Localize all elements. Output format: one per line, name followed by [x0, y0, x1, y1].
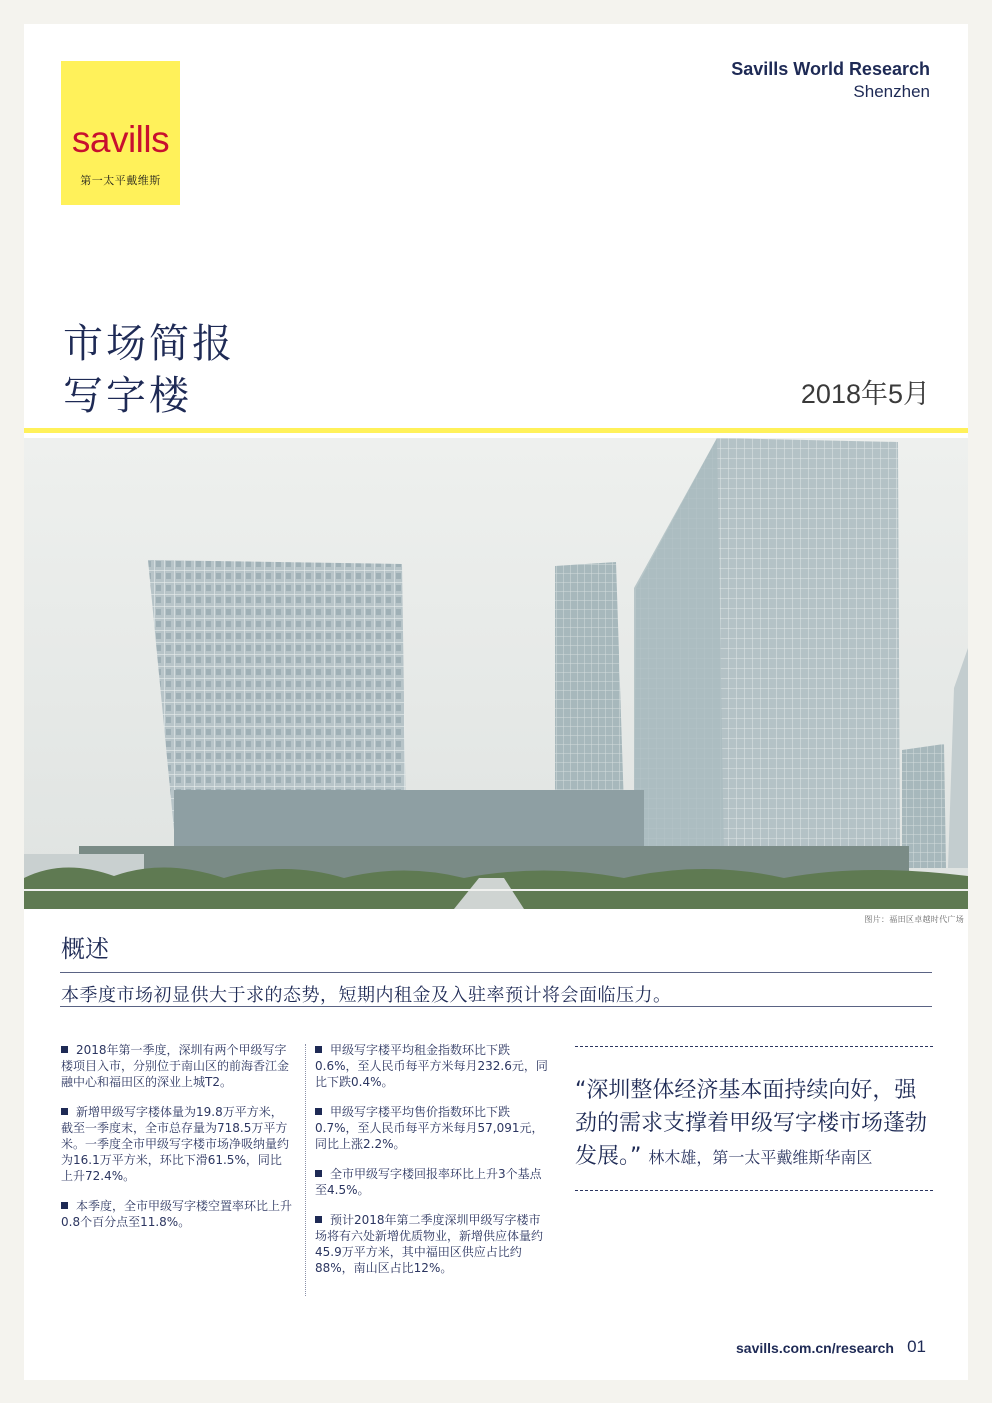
- overview-heading: 概述: [61, 935, 109, 963]
- bullet-column-1: [61, 1042, 293, 1244]
- quote-top-rule: [575, 1046, 933, 1047]
- quote-text: “深圳整体经济基本面持续向好，强劲的需求支撑着甲级写字楼市场蓬勃发展。”: [575, 1078, 928, 1169]
- brand-city: Shenzhen: [853, 82, 930, 101]
- bullet-square-icon: [315, 1170, 322, 1177]
- overview-top-rule: [60, 972, 932, 973]
- bullet-square-icon: [315, 1216, 322, 1223]
- report-page: [24, 24, 968, 1380]
- bullet-square-icon: [315, 1046, 322, 1053]
- bullet-square-icon: [315, 1108, 322, 1115]
- logo-wordmark: savills: [71, 119, 170, 160]
- hero-photo: [24, 438, 968, 909]
- savills-logo: [61, 61, 180, 205]
- overview-summary: 本季度市场初显供大于求的态势，短期内租金及入驻率预计将会面临压力。: [61, 985, 672, 1006]
- bullet-item: [315, 1166, 551, 1198]
- photo-caption: 图片：福田区卓越时代广场: [864, 915, 964, 924]
- quote-attribution: 林木雄，第一太平戴维斯华南区: [648, 1148, 873, 1167]
- bullet-item: [315, 1104, 551, 1152]
- bullet-item: [315, 1042, 551, 1090]
- bullet-text: 预计2018年第二季度深圳甲级写字楼市场将有六处新增优质物业，新增供应体量约45.9万平方米，其中福田区供应占比约88%，南山区占比12%。: [315, 1213, 544, 1275]
- brand-title: Savills World Research: [731, 59, 930, 79]
- pull-quote: [575, 1074, 935, 1174]
- bullet-text: 全市甲级写字楼回报率环比上升3个基点至4.5%。: [315, 1167, 542, 1197]
- bullet-text: 本季度，全市甲级写字楼空置率环比上升0.8个百分点至11.8%。: [61, 1199, 293, 1229]
- bullet-item: [61, 1042, 293, 1090]
- quote-bottom-rule: [575, 1190, 933, 1191]
- footer-research-link[interactable]: savills.com.cn/research: [736, 1340, 894, 1356]
- bullet-column-2: [315, 1042, 551, 1290]
- report-title-line1: 市场简报: [63, 321, 235, 367]
- bullet-text: 新增甲级写字楼体量为19.8万平方米，截至一季度末，全市总存量为718.5万平方米。一季度全市甲级写字楼市场净吸纳量约为16.1万平方米，环比下滑61.5%，同比上升72.4%。: [61, 1105, 290, 1183]
- bullet-text: 甲级写字楼平均租金指数环比下跌0.6%，至人民币每平方米每月232.6元，同比下跌0.4%。: [315, 1043, 548, 1089]
- bullet-text: 甲级写字楼平均售价指数环比下跌0.7%，至人民币每平方米每月57,091元，同比上涨2.2%。: [315, 1105, 544, 1151]
- report-date: 2018年5月: [800, 379, 930, 409]
- bullet-item: [61, 1198, 293, 1230]
- bullet-square-icon: [61, 1108, 68, 1115]
- yellow-divider: [24, 428, 968, 433]
- bullet-item: [61, 1104, 293, 1184]
- overview-bottom-rule: [60, 1006, 932, 1007]
- bullet-square-icon: [61, 1046, 68, 1053]
- bullet-text: 2018年第一季度，深圳有两个甲级写字楼项目入市，分别位于南山区的前海香江金融中心和福田区的深业上城T2。: [61, 1043, 290, 1089]
- bullet-item: [315, 1212, 551, 1276]
- page-number: 01: [907, 1337, 926, 1356]
- column-divider: [305, 1044, 306, 1296]
- logo-chinese-name: 第一太平戴维斯: [80, 174, 161, 187]
- report-title-line2: 写字楼: [63, 373, 192, 419]
- bullet-square-icon: [61, 1202, 68, 1209]
